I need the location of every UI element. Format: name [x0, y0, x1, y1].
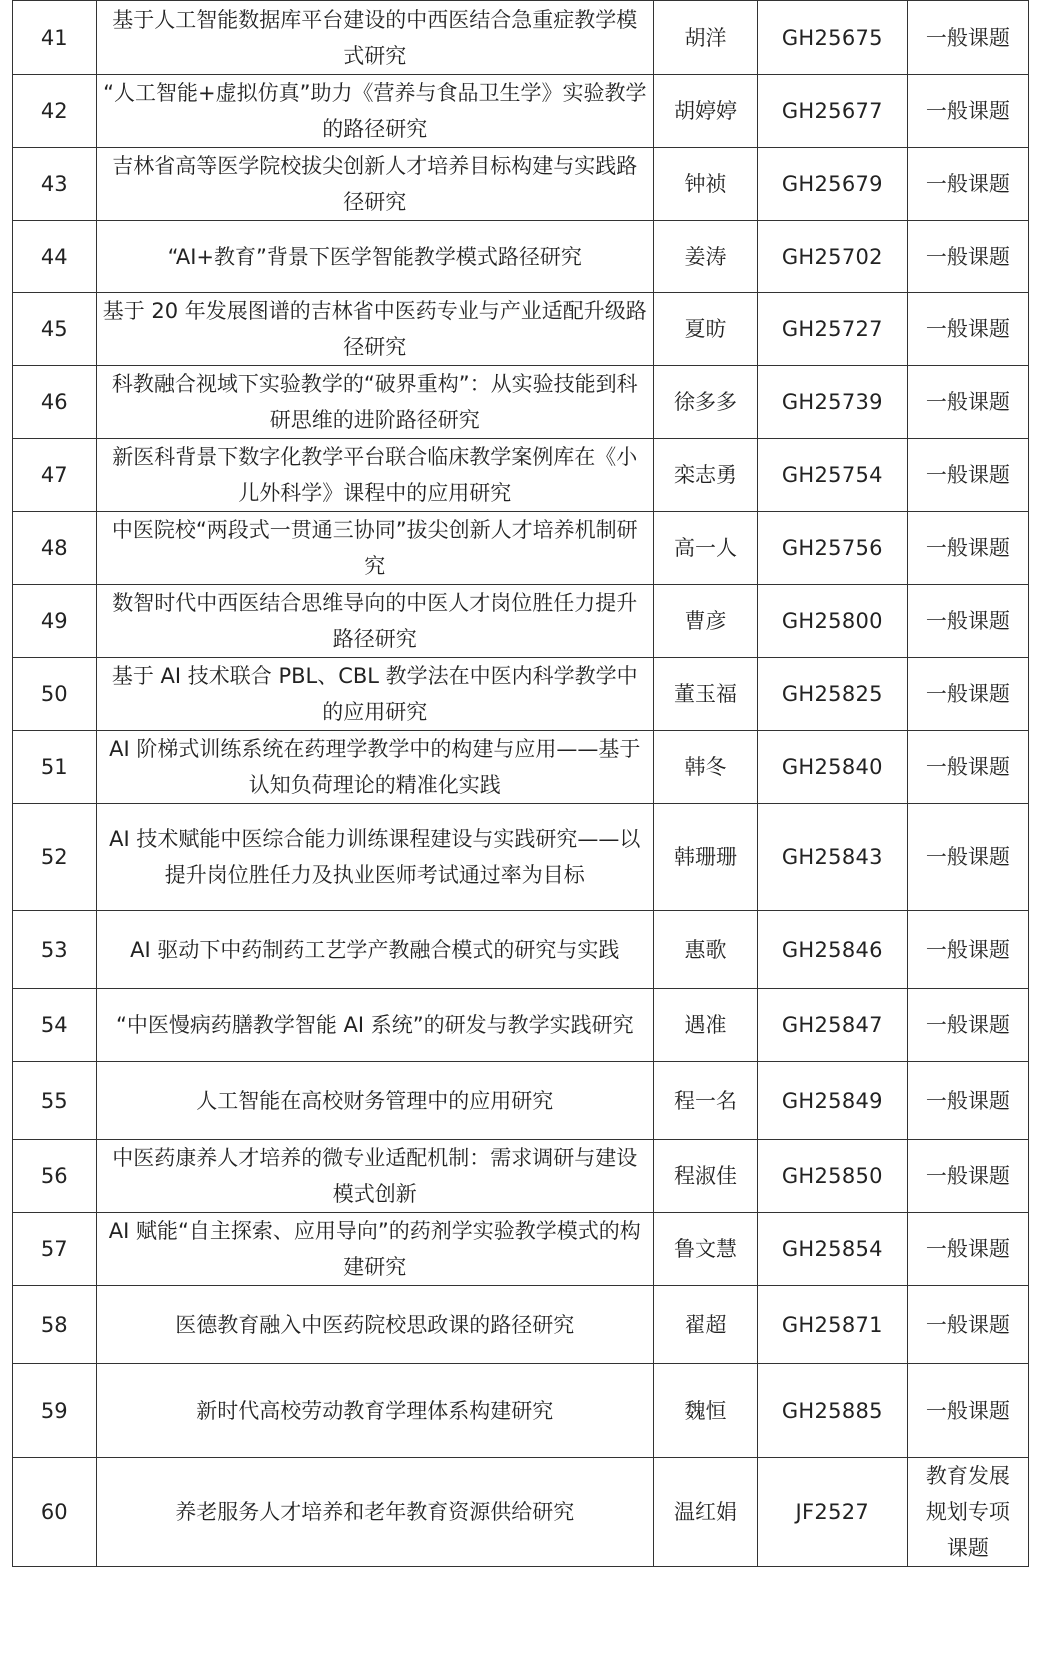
table-row	[13, 512, 1029, 585]
principal-name: 魏恒	[653, 1364, 757, 1458]
project-title: 基于人工智能数据库平台建设的中西医结合急重症教学模式研究	[96, 1, 653, 75]
project-title: 数智时代中西医结合思维导向的中医人才岗位胜任力提升路径研究	[96, 585, 653, 658]
project-code: GH25675	[757, 1, 907, 75]
project-code: GH25843	[757, 804, 907, 911]
row-number: 56	[13, 1140, 97, 1213]
project-title: “AI+教育”背景下医学智能教学模式路径研究	[96, 221, 653, 293]
row-number: 55	[13, 1062, 97, 1140]
row-number: 59	[13, 1364, 97, 1458]
project-code: GH25739	[757, 366, 907, 439]
table-row	[13, 658, 1029, 731]
row-number: 52	[13, 804, 97, 911]
project-title: 新时代高校劳动教育学理体系构建研究	[96, 1364, 653, 1458]
row-number: 42	[13, 75, 97, 148]
table-body	[13, 1, 1029, 1567]
project-type: 一般课题	[907, 989, 1028, 1062]
project-type: 一般课题	[907, 366, 1028, 439]
project-type: 一般课题	[907, 1213, 1028, 1286]
project-type: 一般课题	[907, 1364, 1028, 1458]
principal-name: 董玉福	[653, 658, 757, 731]
row-number: 49	[13, 585, 97, 658]
table-row	[13, 439, 1029, 512]
project-code: GH25849	[757, 1062, 907, 1140]
table-row	[13, 731, 1029, 804]
project-code: GH25885	[757, 1364, 907, 1458]
project-code: GH25871	[757, 1286, 907, 1364]
principal-name: 韩冬	[653, 731, 757, 804]
table-row	[13, 1140, 1029, 1213]
project-table	[12, 0, 1029, 1567]
project-code: GH25850	[757, 1140, 907, 1213]
table-row	[13, 1213, 1029, 1286]
row-number: 46	[13, 366, 97, 439]
project-code: GH25846	[757, 911, 907, 989]
row-number: 53	[13, 911, 97, 989]
project-code: GH25854	[757, 1213, 907, 1286]
project-type: 一般课题	[907, 148, 1028, 221]
principal-name: 程一名	[653, 1062, 757, 1140]
project-type: 一般课题	[907, 658, 1028, 731]
table-row	[13, 221, 1029, 293]
project-title: AI 阶梯式训练系统在药理学教学中的构建与应用——基于认知负荷理论的精准化实践	[96, 731, 653, 804]
principal-name: 鲁文慧	[653, 1213, 757, 1286]
table-row	[13, 989, 1029, 1062]
project-type: 教育发展规划专项课题	[907, 1458, 1028, 1567]
row-number: 57	[13, 1213, 97, 1286]
project-type: 一般课题	[907, 1140, 1028, 1213]
project-code: GH25840	[757, 731, 907, 804]
project-title: “中医慢病药膳教学智能 AI 系统”的研发与教学实践研究	[96, 989, 653, 1062]
row-number: 48	[13, 512, 97, 585]
project-title: 养老服务人才培养和老年教育资源供给研究	[96, 1458, 653, 1567]
project-type: 一般课题	[907, 1286, 1028, 1364]
principal-name: 胡婷婷	[653, 75, 757, 148]
project-type: 一般课题	[907, 731, 1028, 804]
project-code: GH25677	[757, 75, 907, 148]
principal-name: 钟祯	[653, 148, 757, 221]
project-title: AI 驱动下中药制药工艺学产教融合模式的研究与实践	[96, 911, 653, 989]
row-number: 44	[13, 221, 97, 293]
project-code: GH25756	[757, 512, 907, 585]
project-type: 一般课题	[907, 512, 1028, 585]
row-number: 50	[13, 658, 97, 731]
principal-name: 翟超	[653, 1286, 757, 1364]
row-number: 54	[13, 989, 97, 1062]
row-number: 47	[13, 439, 97, 512]
project-title: AI 赋能“自主探索、应用导向”的药剂学实验教学模式的构建研究	[96, 1213, 653, 1286]
table-row	[13, 75, 1029, 148]
project-title: AI 技术赋能中医综合能力训练课程建设与实践研究——以提升岗位胜任力及执业医师考试通过率为目标	[96, 804, 653, 911]
project-title: “人工智能+虚拟仿真”助力《营养与食品卫生学》实验教学的路径研究	[96, 75, 653, 148]
principal-name: 夏昉	[653, 293, 757, 366]
project-code: GH25702	[757, 221, 907, 293]
project-type: 一般课题	[907, 585, 1028, 658]
project-code: GH25679	[757, 148, 907, 221]
project-title: 新医科背景下数字化教学平台联合临床教学案例库在《小儿外科学》课程中的应用研究	[96, 439, 653, 512]
table-row	[13, 293, 1029, 366]
table-row	[13, 585, 1029, 658]
table-row	[13, 1458, 1029, 1567]
table-row	[13, 366, 1029, 439]
row-number: 60	[13, 1458, 97, 1567]
project-code: GH25754	[757, 439, 907, 512]
principal-name: 曹彦	[653, 585, 757, 658]
project-title: 人工智能在高校财务管理中的应用研究	[96, 1062, 653, 1140]
principal-name: 姜涛	[653, 221, 757, 293]
project-type: 一般课题	[907, 75, 1028, 148]
principal-name: 韩珊珊	[653, 804, 757, 911]
row-number: 41	[13, 1, 97, 75]
table-row	[13, 148, 1029, 221]
table-row	[13, 1062, 1029, 1140]
row-number: 51	[13, 731, 97, 804]
row-number: 58	[13, 1286, 97, 1364]
project-title: 中医药康养人才培养的微专业适配机制：需求调研与建设模式创新	[96, 1140, 653, 1213]
principal-name: 遇准	[653, 989, 757, 1062]
table-row	[13, 804, 1029, 911]
project-type: 一般课题	[907, 1062, 1028, 1140]
project-type: 一般课题	[907, 804, 1028, 911]
project-title: 中医院校“两段式一贯通三协同”拔尖创新人才培养机制研究	[96, 512, 653, 585]
principal-name: 程淑佳	[653, 1140, 757, 1213]
project-code: GH25727	[757, 293, 907, 366]
project-code: GH25800	[757, 585, 907, 658]
project-title: 医德教育融入中医药院校思政课的路径研究	[96, 1286, 653, 1364]
table-row	[13, 1364, 1029, 1458]
project-code: GH25825	[757, 658, 907, 731]
table-row	[13, 1286, 1029, 1364]
project-type: 一般课题	[907, 439, 1028, 512]
principal-name: 温红娟	[653, 1458, 757, 1567]
project-code: JF2527	[757, 1458, 907, 1567]
principal-name: 高一人	[653, 512, 757, 585]
row-number: 43	[13, 148, 97, 221]
project-title: 基于 20 年发展图谱的吉林省中医药专业与产业适配升级路径研究	[96, 293, 653, 366]
project-title: 科教融合视域下实验教学的“破界重构”：从实验技能到科研思维的进阶路径研究	[96, 366, 653, 439]
project-title: 基于 AI 技术联合 PBL、CBL 教学法在中医内科学教学中的应用研究	[96, 658, 653, 731]
table-row	[13, 1, 1029, 75]
project-type: 一般课题	[907, 1, 1028, 75]
principal-name: 胡洋	[653, 1, 757, 75]
principal-name: 惠歌	[653, 911, 757, 989]
table-row	[13, 911, 1029, 989]
project-type: 一般课题	[907, 293, 1028, 366]
project-title: 吉林省高等医学院校拔尖创新人才培养目标构建与实践路径研究	[96, 148, 653, 221]
project-code: GH25847	[757, 989, 907, 1062]
row-number: 45	[13, 293, 97, 366]
project-type: 一般课题	[907, 911, 1028, 989]
project-type: 一般课题	[907, 221, 1028, 293]
principal-name: 栾志勇	[653, 439, 757, 512]
principal-name: 徐多多	[653, 366, 757, 439]
